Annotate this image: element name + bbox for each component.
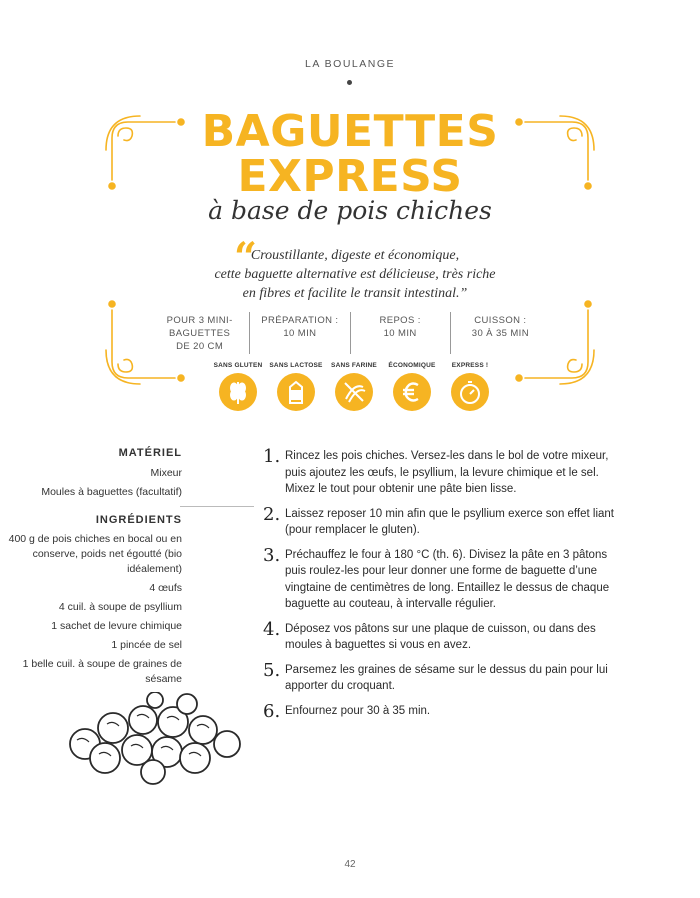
list-item: Moules à baguettes (facultatif)	[41, 486, 182, 498]
meta-text: 10 MIN	[283, 328, 317, 339]
recipe-meta	[150, 312, 550, 354]
badge-label: SANS LACTOSE	[269, 362, 323, 369]
step-number: 6.	[263, 700, 281, 722]
meta-text: 10 MIN	[383, 328, 417, 339]
list-item: 1 belle cuil. à soupe de graines de sésame	[22, 658, 182, 685]
meta-text: DE 20 CM	[176, 341, 224, 352]
step-item	[263, 503, 623, 539]
quote-line: Croustillante, digeste et économique,	[250, 248, 460, 263]
step-item	[263, 448, 623, 498]
intro-quote	[200, 246, 510, 303]
euro-icon	[393, 373, 431, 411]
wheat-icon	[219, 373, 257, 411]
step-text: Rincez les pois chiches. Versez-les dans le bol de votre mixeur, puis ajoutez les œufs, le psyllium, la levure chimique et le sel. Mixez le tout pour obtenir une pâte bien lisse.	[285, 450, 609, 495]
badge-label: EXPRESS !	[451, 362, 489, 369]
meta-preparation	[249, 312, 349, 354]
list-item: Mixeur	[150, 467, 182, 479]
step-text: Parsemez les graines de sésame sur le dessus du pain pour lui apporter du croquant.	[285, 663, 608, 692]
badge-sans-farine	[330, 364, 378, 414]
materiel-heading: MATÉRIEL	[118, 447, 182, 459]
quote-line: en fibres et facilite le transit intestinal.”	[242, 286, 468, 301]
meta-rest	[350, 312, 450, 354]
flour-icon	[335, 373, 373, 411]
step-item	[263, 544, 623, 613]
step-number: 2.	[263, 503, 281, 525]
stopwatch-icon	[451, 373, 489, 411]
list-item: 4 cuil. à soupe de psyllium	[58, 601, 182, 613]
badge-sans-gluten	[214, 364, 262, 414]
badge-economique	[388, 364, 436, 414]
meta-text: 30 À 35 MIN	[471, 328, 529, 339]
section-label: LA BOULANGE	[304, 58, 396, 70]
materiel-list	[0, 466, 182, 504]
recipe-steps	[263, 448, 623, 729]
badge-sans-lactose	[269, 362, 323, 414]
step-number: 4.	[263, 618, 281, 640]
step-text: Enfournez pour 30 à 35 min.	[285, 704, 431, 717]
quote-line: cette baguette alternative est délicieuse, très riche	[214, 267, 496, 282]
ingredients-heading: INGRÉDIENTS	[95, 514, 182, 526]
page-number: 42	[344, 859, 356, 870]
quote-mark-icon: “	[234, 234, 258, 281]
chickpeas-illustration	[55, 692, 255, 787]
badge-label: SANS GLUTEN	[213, 362, 263, 369]
step-number: 1.	[263, 446, 281, 467]
recipe-title-line1: BAGUETTES	[201, 106, 499, 157]
step-number: 5.	[263, 659, 281, 681]
badge-label: SANS FARINE	[331, 362, 377, 369]
step-item	[263, 618, 623, 654]
meta-text: CUISSON :	[474, 315, 527, 326]
meta-text: BAGUETTES	[169, 328, 231, 339]
list-item: 1 sachet de levure chimique	[51, 620, 182, 632]
meta-servings	[150, 312, 249, 354]
recipe-subtitle: à base de pois chiches	[208, 196, 492, 225]
list-item: 4 œufs	[149, 582, 182, 594]
step-item	[263, 700, 623, 722]
step-item	[263, 659, 623, 695]
step-text: Déposez vos pâtons sur une plaque de cuisson, ou dans des moules à baguettes si vous en avez.	[285, 622, 596, 651]
list-item: 1 pincée de sel	[111, 639, 182, 651]
milk-carton-icon	[277, 373, 315, 411]
section-dot	[347, 80, 352, 85]
meta-text: REPOS :	[379, 315, 421, 326]
meta-text: POUR 3 MINI-	[166, 315, 233, 326]
meta-cooking	[450, 312, 550, 354]
meta-text: PRÉPARATION :	[261, 315, 339, 326]
badge-express	[446, 364, 494, 414]
divider	[180, 506, 254, 507]
recipe-title-line2: EXPRESS	[237, 151, 463, 202]
badge-label: ÉCONOMIQUE	[388, 362, 436, 369]
list-item: 400 g de pois chiches en bocal ou en conserve, poids net égoutté (bio idéalement)	[8, 533, 182, 575]
step-text: Laissez reposer 10 min afin que le psyllium exerce son effet liant (pour remplacer le gluten).	[285, 507, 614, 536]
diet-badges	[214, 364, 494, 414]
ingredients-list	[2, 532, 182, 691]
step-number: 3.	[263, 544, 281, 566]
step-text: Préchauffez le four à 180 °C (th. 6). Divisez la pâte en 3 pâtons puis roulez-les pour leur donner une forme de baguette d’une vingtaine de centimètres de long. Entaillez le dessus de chaque baguette au couteau, à intervalle régulier.	[285, 548, 610, 610]
